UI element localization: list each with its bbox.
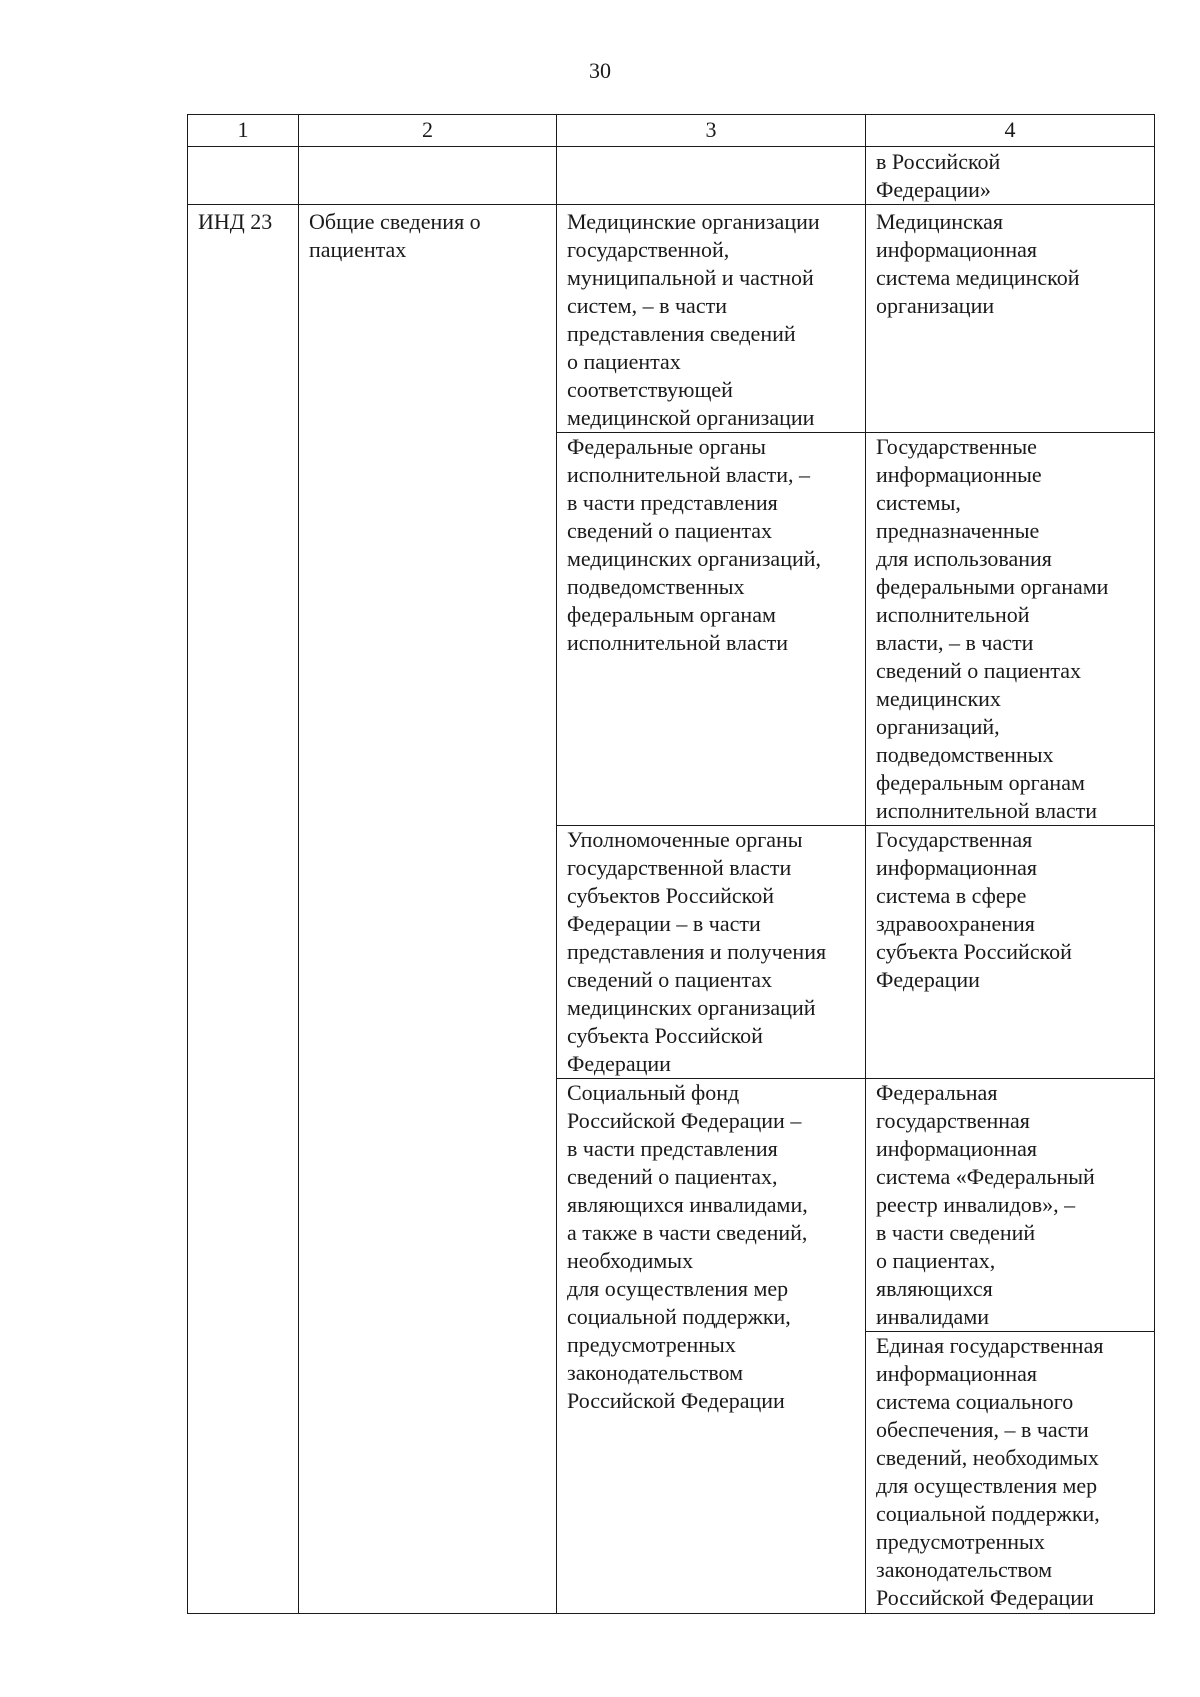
empty-cell [188,147,299,205]
system-cell: Единая государственная информационная система социального обеспечения, – в части сведений, необходимых для осуществления мер социальной поддержки, предусмотренных законодательством Российской Федерации [866,1332,1155,1614]
column-number-2: 2 [299,115,557,147]
system-cell: в Российской Федерации» [866,147,1155,205]
system-cell: Федеральная государственная информационная система «Федеральный реестр инвалидов», – в части сведений о пациентах, являющихся инвалидами [866,1079,1155,1332]
empty-cell [557,147,866,205]
record-name-cell: Общие сведения о пациентах [299,205,557,1614]
column-number-3: 3 [557,115,866,147]
continuation-row [188,147,1155,205]
page-number: 30 [589,58,611,83]
system-cell: Государственные информационные системы, предназначенные для использования федеральными органами исполнительной власти, – в части сведений о пациентах медицинских организаций, подведомственных федеральным органам исполнительной власти [866,433,1155,826]
provider-cell: Социальный фонд Российской Федерации – в части представления сведений о пациентах, являющихся инвалидами, а также в части сведений, необходимых для осуществления мер социальной поддержки, предусмотренных законодательством Российской Федерации [557,1079,866,1614]
column-number-4: 4 [866,115,1155,147]
empty-cell [299,147,557,205]
system-cell: Медицинская информационная система медицинской организации [866,205,1155,433]
provider-cell: Медицинские организации государственной, муниципальной и частной систем, – в части представления сведений о пациентах соответствующей медицинской организации [557,205,866,433]
provider-cell: Федеральные органы исполнительной власти, – в части представления сведений о пациентах медицинских организаций, подведомственных федеральным органам исполнительной власти [557,433,866,826]
table-row [188,205,1155,433]
column-number-1: 1 [188,115,299,147]
provider-cell: Уполномоченные органы государственной власти субъектов Российской Федерации – в части представления и получения сведений о пациентах медицинских организаций субъекта Российской Федерации [557,826,866,1079]
register-table [187,114,1155,1614]
table-header-row [188,115,1155,147]
record-code-cell: ИНД 23 [188,205,299,1614]
system-cell: Государственная информационная система в сфере здравоохранения субъекта Российской Федерации [866,826,1155,1079]
